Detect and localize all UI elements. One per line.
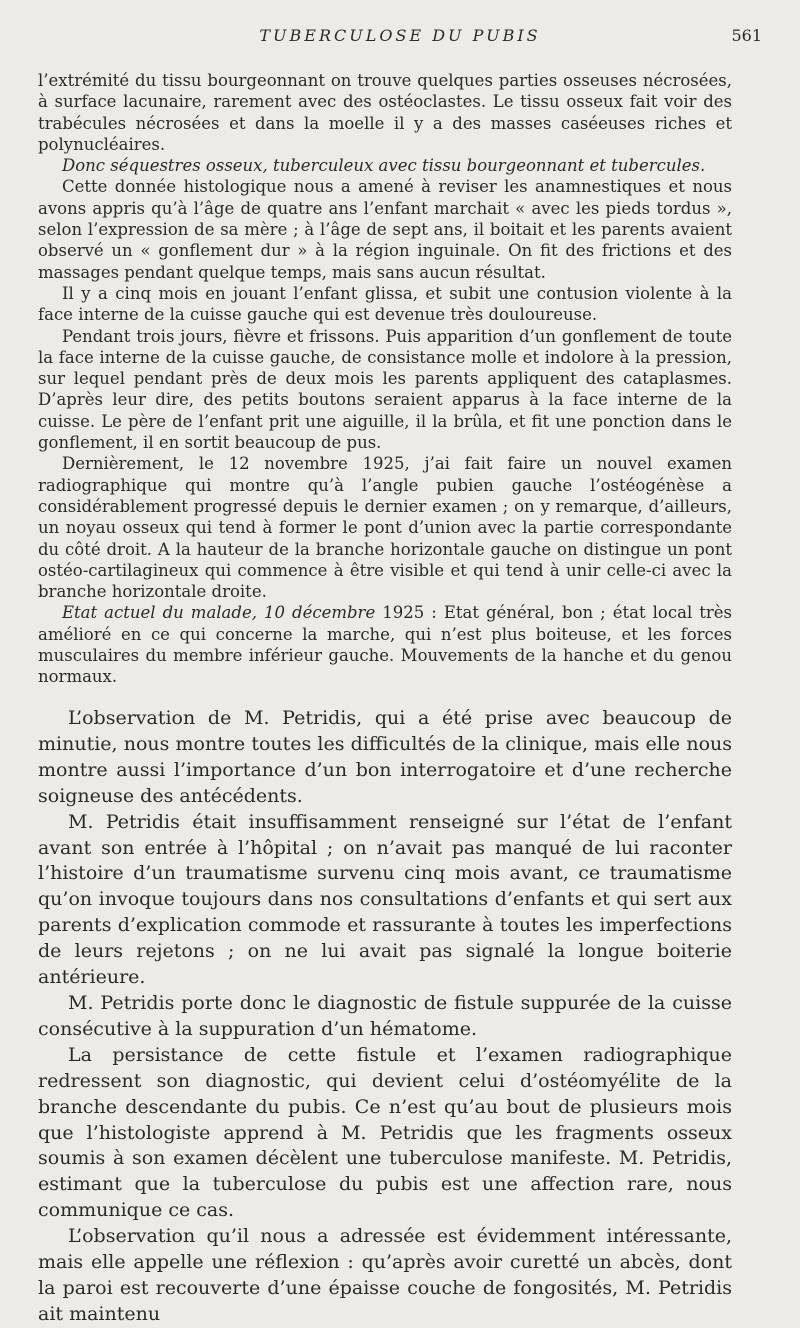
paragraph — [38, 602, 732, 687]
paragraph: La persistance de cette fistule et l’examen radiographique redressent son diagnostic, qui devient celui d’ostéomyélite de la branche descendante du pubis. Ce n’est qu’au bout de plusieurs mois que l’histologiste apprend à M. Petridis que les fragments osseux soumis à son examen décèlent une tuberculose manifeste. M. Petridis, estimant que la tuberculose du pubis est une affection rare, nous communique ce cas. — [38, 1043, 732, 1222]
running-title: TUBERCULOSE DU PUBIS — [259, 26, 541, 45]
paragraph: Pendant trois jours, fièvre et frissons. Puis apparition d’un gonflement de toute la face interne de la cuisse gauche, de consistance molle et indolore à la pression, sur lequel pendant près de deux mois les parents appliquent des cataplasmes. D’après leur dire, des petits boutons seraient apparus à la face interne de la cuisse. Le père de l’enfant prit une aiguille, il la brûla, et fit une ponction dans le gonflement, il en sortit beaucoup de pus. — [38, 326, 732, 453]
paragraph: Il y a cinq mois en jouant l’enfant glissa, et subit une contusion violente à la face interne de la cuisse gauche qui est devenue très douloureuse. — [38, 283, 732, 325]
page-header — [38, 26, 762, 50]
observation-text — [38, 70, 732, 688]
paragraph: Dernièrement, le 12 novembre 1925, j’ai fait faire un nouvel examen radiographique qui montre qu’à l’angle pubien gauche l’ostéogénèse a considérablement progressé depuis le dernier examen ; on y remarque, d’ailleurs, un noyau osseux qui tend à former le pont d’union avec la partie correspondante du côté droit. A la hauteur de la branche horizontale gauche on distingue un pont ostéo-cartilagineux qui commence à être visible et qui tend à unir celle-ci avec la branche horizontale droite. — [38, 454, 732, 602]
paragraph: M. Petridis porte donc le diagnostic de fistule suppurée de la cuisse consécutive à la suppuration d’un hématome. — [38, 991, 732, 1040]
paragraph: L’observation qu’il nous a adressée est évidemment intéressante, mais elle appelle une réflexion : qu’après avoir curetté un abcès, dont la paroi est recouverte d’une épaisse couche de fongosités, M. Petridis ait maintenu — [38, 1225, 732, 1325]
paragraph: M. Petridis était insuffisamment renseigné sur l’état de l’enfant avant son entrée à l’hôpital ; on n’avait pas manqué de lui raconter l’histoire d’un traumatisme survenu cinq mois avant, ce traumatisme qu’on invoque toujours dans nos consultations d’enfants et qui sert aux parents d’explication commode et rassurante à toutes les imperfections de leurs rejetons ; on ne lui avait pas signalé la longue boiterie antérieure. — [38, 810, 732, 989]
paragraph: L’observation de M. Petridis, qui a été prise avec beaucoup de minutie, nous montre toutes les difficultés de la clinique, mais elle nous montre aussi l’importance d’un bon interrogatoire et d’une recherche soigneuse des antécédents. — [38, 707, 732, 807]
paragraph: Cette donnée histologique nous a amené à reviser les anamnestiques et nous avons appris qu’à l’âge de quatre ans l’enfant marchait « avec les pieds tordus », selon l’expression de sa mère ; à l’âge de sept ans, il boitait et les parents avaient observé un « gonflement dur » à la région inguinale. On fit des frictions et des massages pendant quelque temps, mais sans aucun résultat. — [38, 177, 732, 282]
paragraph: Donc séquestres osseux, tuberculeux avec tissu bourgeonnant et tubercules. — [62, 156, 706, 176]
page-number: 561 — [731, 26, 762, 45]
commentary-text — [38, 706, 732, 1328]
paragraph: l’extrémité du tissu bourgeonnant on trouve quelques parties osseuses nécrosées, à surface lacunaire, rarement avec des ostéoclastes. Le tissu osseux fait voir des trabécules nécrosées et dans la moelle il y a des masses caséeuses riches et polynucléaires. — [38, 71, 732, 154]
paragraph-rest: 1925 : Etat général, bon ; état local très amélioré en ce qui concerne la marche, qui n’est plus boiteuse, et les forces musculaires du membre inférieur gauche. Mouvements de la hanche et du genou normaux. — [38, 603, 732, 687]
italic-phrase: Etat actuel du malade, 10 décembre — [62, 603, 376, 623]
